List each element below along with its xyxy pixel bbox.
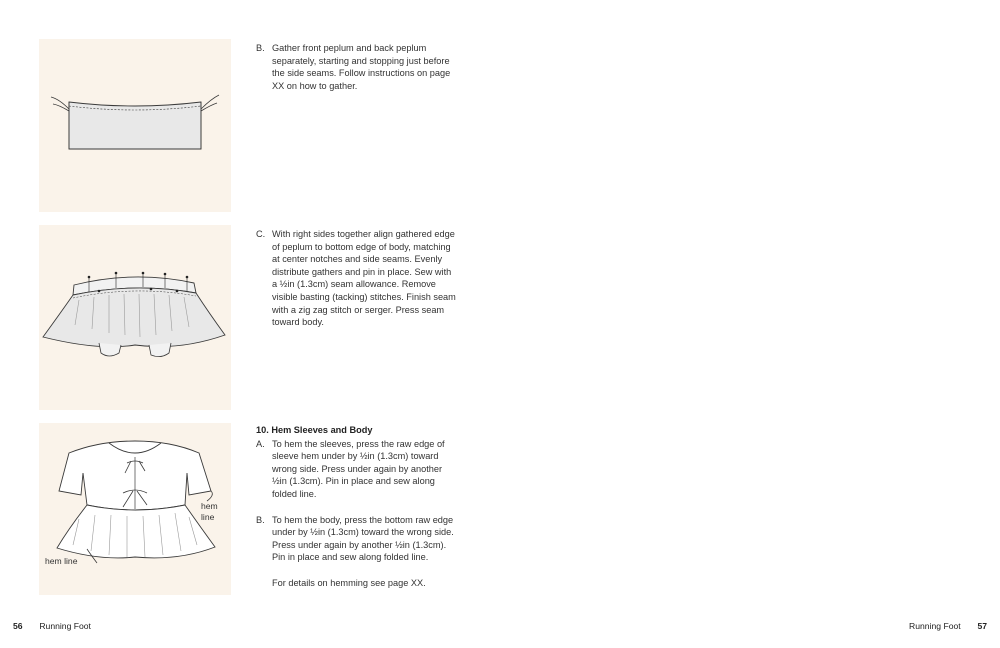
step-c [256, 228, 456, 329]
step-b-text: Gather front peplum and back peplum separately, starting and stopping just before the side seams. Follow instructions on page XX on how to gather. [272, 43, 451, 91]
step-hem [256, 424, 456, 590]
step-c-text: With right sides together align gathered edge of peplum to bottom edge of body, matching at center notches and side seams. Evenly distribute gathers and pin in place. Sew with a ½in (1.3cm) seam allowance. Remove visible basting (tacking) stitches. Finish seam with a zig zag stitch or serger. Press seam toward body. [272, 229, 456, 328]
step-hem-a-letter: A. [256, 438, 265, 449]
step-c-letter: C. [256, 229, 266, 239]
illustration-gather-peplum [39, 39, 231, 212]
footer-left [13, 621, 91, 631]
footer-right [909, 621, 987, 631]
left-page-number: 56 [13, 621, 23, 631]
step-hem-a-text: To hem the sleeves, press the raw edge of sleeve hem under by ½in (1.3cm) toward wrong side. Press under again by another ½in (1.3cm). Pin in place and sew along folded line. [272, 438, 445, 499]
step-b [256, 42, 456, 92]
left-running-foot: Running Foot [39, 621, 91, 631]
hem-drawing [39, 423, 231, 595]
right-running-foot: Running Foot [909, 621, 961, 631]
hem-callout-sleeve-line1: hem [201, 501, 218, 511]
step-hem-b-letter: B. [256, 514, 265, 525]
step-hem-heading: 10. Hem Sleeves and Body [256, 425, 373, 435]
step-b-letter: B. [256, 43, 265, 53]
step-hem-b-text: To hem the body, press the bottom raw edge under by ½in (1.3cm) toward the wrong side. Press under again by another ½in (1.3cm). Pin in place and sew along folded line. [272, 514, 454, 563]
right-page-number: 57 [977, 621, 987, 631]
gather-peplum-drawing [39, 39, 231, 212]
step-hem-note: For details on hemming see page XX. [272, 577, 426, 588]
illustration-attach-peplum [39, 225, 231, 410]
hem-callout-sleeve-line2: line [201, 512, 215, 522]
hem-callout-body: hem line [45, 556, 78, 566]
attach-peplum-drawing [39, 225, 231, 410]
illustration-hem [39, 423, 231, 595]
